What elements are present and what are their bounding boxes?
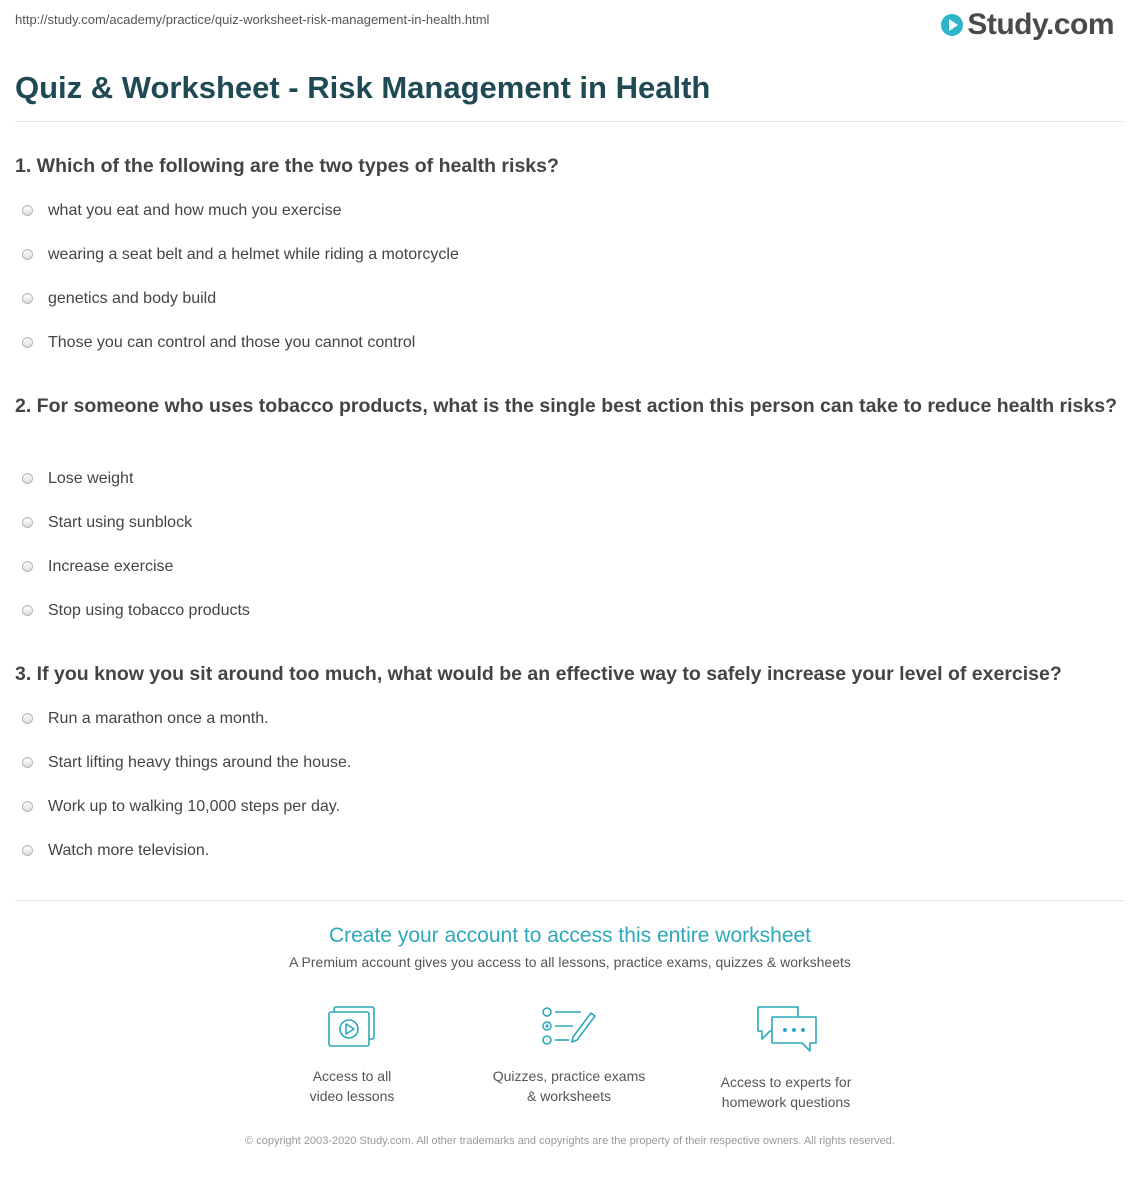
- question-1-answers: [22, 202, 459, 378]
- feature-label: Quizzes, practice exams & worksheets: [492, 1068, 646, 1104]
- radio-button[interactable]: [22, 845, 33, 856]
- cta-subtitle: A Premium account gives you access to all lessons, practice exams, quizzes & worksheets: [289, 954, 851, 970]
- answer-option[interactable]: [22, 514, 250, 558]
- answer-label: what you eat and how much you exercise: [48, 202, 342, 219]
- radio-button[interactable]: [22, 337, 33, 348]
- answer-label: Run a marathon once a month.: [48, 710, 269, 727]
- answer-option[interactable]: [22, 754, 351, 798]
- feature-label: Access to experts for homework questions: [720, 1074, 852, 1110]
- copyright-notice: © copyright 2003-2020 Study.com. All other trademarks and copyrights are the property of their respective owners. All rights reserved.: [245, 1135, 895, 1147]
- radio-button[interactable]: [22, 605, 33, 616]
- answer-option[interactable]: [22, 334, 459, 378]
- answer-label: genetics and body build: [48, 290, 217, 307]
- question-2: 2. For someone who uses tobacco products, what is the single best action this person can take to reduce health risks?: [15, 395, 1118, 417]
- title-divider: [15, 121, 1124, 122]
- answer-option[interactable]: [22, 558, 250, 602]
- page-url: http://study.com/academy/practice/quiz-worksheet-risk-management-in-health.html: [15, 12, 490, 27]
- answer-label: Watch more television.: [48, 842, 210, 859]
- answer-option[interactable]: [22, 710, 351, 754]
- radio-button[interactable]: [22, 473, 33, 484]
- answer-option[interactable]: [22, 798, 351, 842]
- question-3-answers: [22, 710, 351, 886]
- answer-option[interactable]: [22, 202, 459, 246]
- video-lessons-icon: [326, 1005, 378, 1049]
- feature-label: Access to all video lessons: [309, 1068, 395, 1104]
- study-logo[interactable]: [941, 8, 1114, 42]
- page-title: Quiz & Worksheet - Risk Management in Health: [15, 70, 711, 105]
- feature-experts: [686, 1005, 886, 1112]
- radio-button[interactable]: [22, 801, 33, 812]
- radio-button[interactable]: [22, 561, 33, 572]
- answer-option[interactable]: [22, 246, 459, 290]
- create-account-link[interactable]: Create your account to access this entire worksheet: [328, 924, 812, 947]
- logo-text: Study.com: [967, 8, 1114, 41]
- question-3: 3. If you know you sit around too much, what would be an effective way to safely increase your level of exercise?: [15, 663, 1062, 685]
- answer-label: Increase exercise: [48, 558, 174, 575]
- radio-button[interactable]: [22, 757, 33, 768]
- quiz-checklist-icon: [541, 1005, 597, 1049]
- radio-button[interactable]: [22, 205, 33, 216]
- answer-option[interactable]: [22, 470, 250, 514]
- answer-label: Lose weight: [48, 470, 134, 487]
- radio-button[interactable]: [22, 249, 33, 260]
- answer-label: Stop using tobacco products: [48, 602, 250, 619]
- feature-quizzes: [469, 1005, 669, 1106]
- play-logo-icon: [941, 14, 963, 36]
- feature-video-lessons: [252, 1005, 452, 1106]
- radio-button[interactable]: [22, 517, 33, 528]
- answer-label: Start lifting heavy things around the house.: [48, 754, 352, 771]
- question-1: 1. Which of the following are the two types of health risks?: [15, 155, 559, 177]
- radio-button[interactable]: [22, 293, 33, 304]
- answer-label: Those you can control and those you cannot control: [48, 334, 416, 351]
- answer-option[interactable]: [22, 602, 250, 646]
- answer-label: Start using sunblock: [48, 514, 193, 531]
- answer-label: Work up to walking 10,000 steps per day.: [48, 798, 341, 815]
- radio-button[interactable]: [22, 713, 33, 724]
- chat-bubbles-icon: [754, 1005, 818, 1055]
- cta-divider: [15, 900, 1124, 901]
- answer-option[interactable]: [22, 290, 459, 334]
- answer-label: wearing a seat belt and a helmet while riding a motorcycle: [48, 246, 459, 263]
- answer-option[interactable]: [22, 842, 351, 886]
- question-2-answers: [22, 470, 250, 646]
